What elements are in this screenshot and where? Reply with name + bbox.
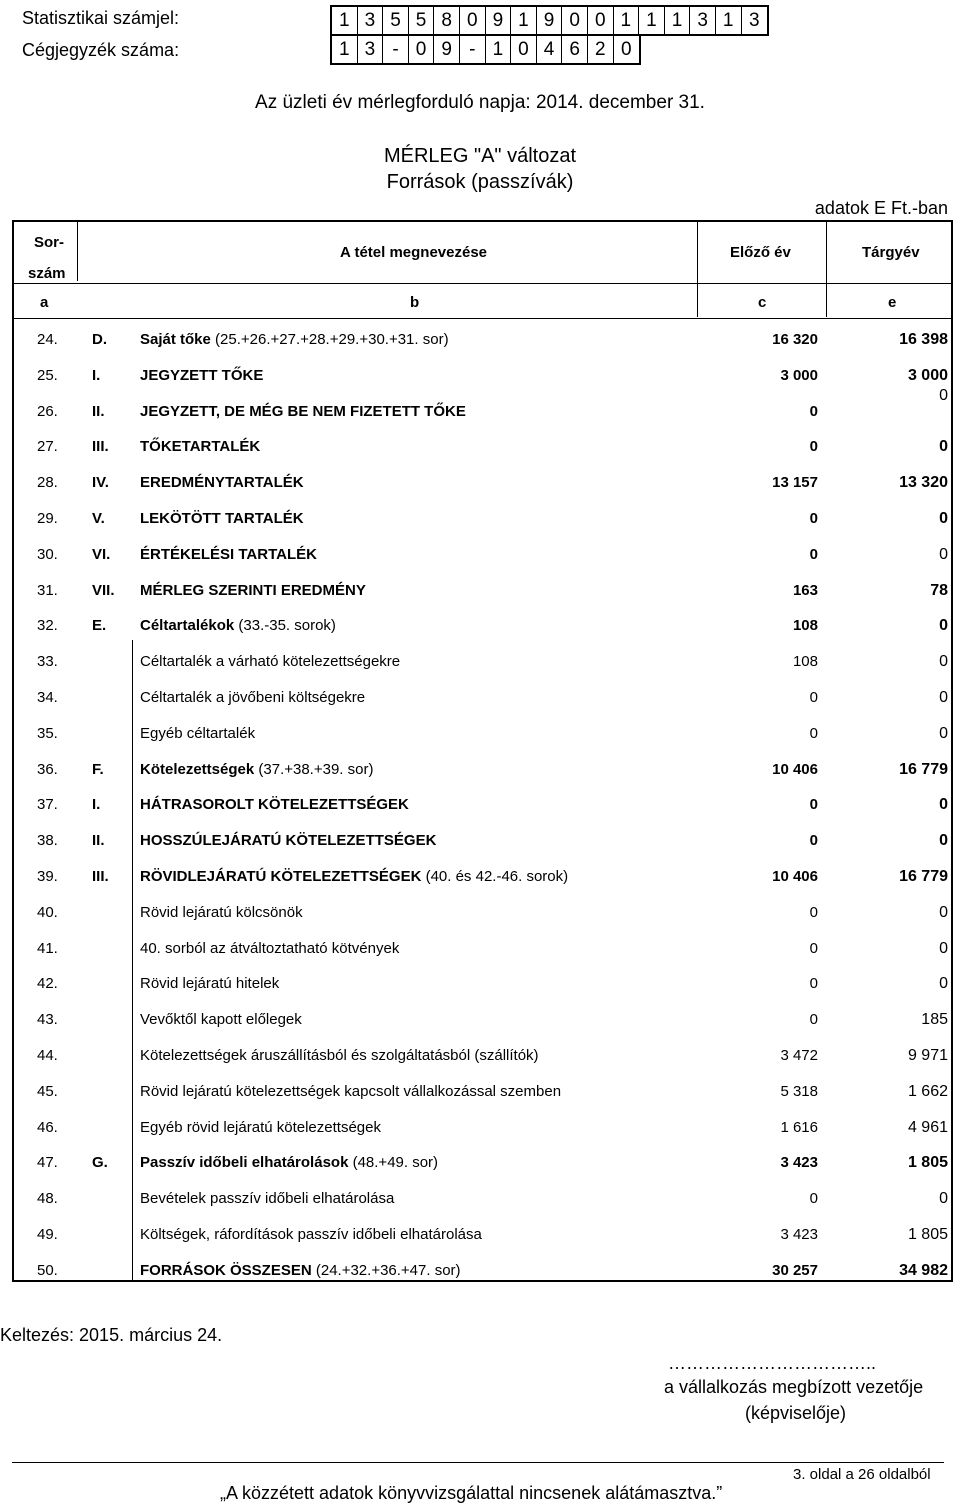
row-label [140,904,303,921]
table-row [0,940,960,976]
table-row [0,689,960,725]
signer-title: a vállalkozás megbízott vezetője [664,1377,924,1397]
current-year-value: 0 [939,724,948,742]
row-label [140,546,317,563]
table-row [0,1119,960,1155]
digit-box: 1 [639,7,665,34]
col-header-prev: Előző év [730,244,791,261]
prev-year-value: 16 320 [772,331,818,348]
table-row [0,331,960,367]
row-number: 27. [37,438,58,456]
digit-box: 1 [665,7,691,34]
row-label-normal: (40. és 42.-46. sorok) [421,868,569,885]
table-row [0,904,960,940]
row-section-code: E. [92,617,107,635]
current-year-value: 4 961 [907,1118,948,1136]
table-row [0,1226,960,1262]
row-number: 25. [37,366,58,384]
row-number: 34. [37,689,58,706]
prev-year-value: 0 [809,724,818,742]
row-label-normal: Rövid lejáratú kötelezettségek kapcsolt vállalkozással szemben [140,1082,562,1100]
col-divider [77,220,78,281]
row-label-normal: Céltartalék a várható kötelezettségekre [140,653,401,671]
row-label [140,438,260,455]
table-row [0,438,960,474]
prev-year-value: 163 [792,581,818,599]
row-label-bold: HOSSZÚLEJÁRATÚ KÖTELEZETTSÉGEK [140,832,437,850]
row-label [140,331,449,348]
current-year-value: 185 [921,1011,948,1029]
row-label [140,617,336,634]
col-letter-e: e [888,294,897,311]
table-row [0,1083,960,1119]
row-label [140,510,304,527]
date-of-signing: Keltezés: 2015. március 24. [0,1325,223,1345]
row-label-bold: Céltartalékok [140,617,235,635]
digit-box: 4 [537,36,563,63]
row-section-code: III. [92,438,109,456]
col-letter-b: b [410,294,420,311]
digit-box: 0 [511,36,537,63]
row-label [140,796,409,813]
row-number: 26. [37,402,58,420]
row-number: 49. [37,1226,58,1243]
table-row [0,367,960,403]
footer-rule [12,1462,944,1463]
row-label-bold: JEGYZETT, DE MÉG BE NEM FIZETETT TŐKE [140,402,466,420]
prev-year-value: 3 423 [780,1154,818,1172]
row-number: 41. [37,939,58,957]
page-title: MÉRLEG "A" változat [383,145,577,167]
current-year-value: 16 398 [899,331,948,348]
digit-box: 5 [409,7,435,34]
table-row [0,796,960,832]
table-row [0,617,960,653]
current-year-value: 0 [939,510,948,527]
row-label [140,975,279,992]
row-label-bold: JEGYZETT TŐKE [140,366,264,384]
units-note: adatok E Ft.-ban [814,198,948,218]
row-label-bold: RÖVIDLEJÁRATÚ KÖTELEZETTSÉGEK [140,868,422,885]
signature-dots: …………………………….. [668,1353,877,1373]
row-section-code: II. [92,832,105,850]
prev-year-value: 10 406 [772,760,818,778]
row-number: 35. [37,724,58,742]
digit-box: 1 [716,7,742,34]
prev-year-value: 0 [809,510,818,527]
col-letter-c: c [758,294,767,311]
table-row [0,653,960,689]
table-row [0,761,960,797]
digit-box: 8 [434,7,460,34]
row-label [140,474,304,491]
row-label-normal: (48.+49. sor) [348,1154,439,1172]
table-row [0,474,960,510]
prev-year-value: 108 [792,653,818,671]
row-number: 43. [37,1011,58,1029]
row-number: 36. [37,760,58,778]
row-section-code: III. [92,868,109,885]
current-year-value: 16 779 [899,760,948,778]
row-label [140,689,365,706]
current-year-value: 16 779 [899,868,948,885]
digit-box: 3 [749,9,760,31]
row-section-code: I. [92,366,101,384]
prev-year-value: 0 [809,975,818,993]
col-divider [697,220,698,317]
row-label [140,940,399,957]
current-year-value: 9 971 [907,1047,948,1064]
header-divider [12,318,953,319]
balance-date: Az üzleti év mérlegforduló napja: 2014. december 31. [255,92,705,113]
row-label-normal: (25.+26.+27.+28.+29.+30.+31. sor) [210,331,449,348]
prev-year-value: 3 472 [780,1047,818,1064]
row-label [140,868,568,885]
table-row [0,1262,960,1298]
table-row [0,546,960,582]
current-year-value: 0 [939,653,948,671]
row-number: 38. [37,832,58,850]
registry-number-boxes [330,36,641,65]
row-number: 47. [37,1154,58,1172]
row-label [140,1083,561,1100]
current-year-value: 13 320 [899,474,948,492]
table-row [0,725,960,761]
row-label [140,1047,539,1064]
row-section-code: D. [92,331,107,348]
row-number: 37. [37,796,58,814]
row-number: 28. [37,474,58,492]
row-label-normal: Bevételek passzív időbeli elhatárolása [140,1190,395,1208]
row-number: 31. [37,581,58,599]
digit-box: 0 [588,7,614,34]
row-number: 39. [37,868,58,885]
digit-box: 6 [562,36,588,63]
prev-year-value: 10 406 [772,868,818,885]
row-label [140,832,436,849]
row-label-bold: HÁTRASOROLT KÖTELEZETTSÉGEK [140,796,409,814]
current-year-value: 3 000 [907,366,948,384]
prev-year-value: 0 [809,438,818,456]
row-number: 32. [37,617,58,635]
row-label-bold: Saját tőke [140,331,211,348]
audit-note: „A közzétett adatok könyvvizsgálattal nincsenek alátámasztva.” [220,1483,723,1503]
row-number: 40. [37,903,58,921]
current-year-value: 1 805 [907,1154,948,1172]
table-row [0,1047,960,1083]
digit-box: 0 [409,36,435,63]
digit-box: 1 [332,36,358,63]
row-label [140,403,466,420]
row-number: 30. [37,545,58,563]
row-label-normal: Rövid lejáratú kölcsönök [140,903,303,921]
row-label [140,653,400,670]
current-year-value: 0 [939,975,948,993]
row-label [140,1190,394,1207]
row-label-bold: TŐKETARTALÉK [140,438,261,456]
row-label-bold: Passzív időbeli elhatárolások [140,1154,349,1172]
prev-year-value: 0 [809,402,818,420]
row-label-normal: Költségek, ráfordítások passzív időbeli elhatárolása [140,1226,482,1243]
row-section-code: IV. [92,474,109,492]
digit-box: 9 [486,7,512,34]
row-label [140,761,373,778]
row-label [140,1262,461,1279]
col-header-cur: Tárgyév [862,244,920,261]
current-year-value: 0 [939,689,948,706]
prev-year-value: 30 257 [772,1261,818,1279]
prev-year-value: 5 318 [780,1082,818,1100]
current-year-value: 1 805 [907,1226,948,1243]
prev-year-value: 3 000 [780,366,818,384]
table-row [0,975,960,1011]
row-label-normal: Céltartalék a jövőbeni költségekre [140,689,366,706]
row-label-normal: (33.-35. sorok) [234,617,336,635]
prev-year-value: 3 423 [780,1226,818,1243]
prev-year-value: 0 [809,832,818,850]
digit-box: 3 [358,36,384,63]
col-divider [826,220,827,317]
row-section-code: VII. [92,581,115,599]
row-section-code: II. [92,402,105,420]
row-label-normal: (37.+38.+39. sor) [254,760,374,778]
signer-subtitle: (képviselője) [745,1403,847,1423]
digit-box: 5 [383,7,409,34]
digit-box: 1 [511,7,537,34]
page-number: 3. oldal a 26 oldalból [793,1466,931,1483]
current-year-value: 1 662 [907,1082,948,1100]
digit-box: - [383,36,409,63]
row-label-normal: Rövid lejáratú hitelek [140,975,280,993]
row-label-bold: FORRÁSOK ÖSSZESEN [140,1261,312,1279]
row-label [140,1011,302,1028]
current-year-value: 0 [939,545,948,563]
digit-box: 3 [690,7,716,34]
row-label-bold: EREDMÉNYTARTALÉK [140,474,304,492]
page-subtitle: Források (passzívák) [386,171,574,193]
table-row [0,1154,960,1190]
prev-year-value: 1 616 [780,1118,818,1136]
prev-year-value: 0 [809,1190,818,1208]
col-letter-a: a [40,294,49,311]
row-label [140,367,263,384]
digit-box: 0 [562,7,588,34]
header-divider [12,283,953,284]
current-year-value: 0 [939,438,948,456]
digit-box: 1 [332,7,358,34]
table-row [0,582,960,618]
row-label [140,1119,381,1136]
row-label-bold: ÉRTÉKELÉSI TARTALÉK [140,545,317,563]
stat-number-label: Statisztikai számjel: [22,8,180,28]
table-row [0,386,960,439]
col-header-szam: szám [28,265,66,282]
row-label-bold: LEKÖTÖTT TARTALÉK [140,510,304,527]
digit-box: 1 [614,7,640,34]
row-number: 33. [37,653,58,671]
row-number: 42. [37,975,58,993]
prev-year-value: 108 [792,617,818,635]
row-label-normal: Vevőktől kapott előlegek [140,1011,302,1029]
row-label-normal: 40. sorból az átváltoztatható kötvények [140,939,400,957]
current-year-value: 0 [939,939,948,957]
current-year-value: 0 [939,386,948,404]
row-label-normal: Egyéb céltartalék [140,724,256,742]
prev-year-value: 0 [809,796,818,814]
prev-year-value: 13 157 [772,474,818,492]
row-label-bold: MÉRLEG SZERINTI EREDMÉNY [140,581,366,599]
current-year-value: 0 [939,903,948,921]
table-row [0,1011,960,1047]
row-number: 48. [37,1190,58,1208]
row-number: 50. [37,1261,58,1279]
registry-number-label: Cégjegyzék száma: [22,40,180,60]
col-header-sor: Sor- [34,234,64,251]
prev-year-value: 0 [809,939,818,957]
row-number: 45. [37,1082,58,1100]
current-year-value: 0 [939,617,948,635]
prev-year-value: 0 [809,545,818,563]
row-label-normal: Kötelezettségek áruszállításból és szolgáltatásból (szállítók) [140,1047,539,1064]
digit-box: 2 [588,36,614,63]
row-label [140,1226,482,1243]
digit-box: 1 [486,36,512,63]
row-label-bold: Kötelezettségek [140,760,255,778]
prev-year-value: 0 [809,903,818,921]
table-row [0,510,960,546]
digit-box: - [460,36,486,63]
prev-year-value: 0 [809,1011,818,1029]
row-label [140,582,366,599]
digit-box: 0 [621,38,632,60]
row-label [140,725,255,742]
digit-box: 9 [537,7,563,34]
current-year-value: 0 [939,832,948,850]
table-row [0,832,960,868]
row-section-code: I. [92,796,101,814]
row-number: 46. [37,1118,58,1136]
row-label-normal: (24.+32.+36.+47. sor) [311,1261,461,1279]
row-label [140,1154,438,1171]
current-year-value: 78 [930,581,948,599]
row-section-code: VI. [92,545,111,563]
table-row [0,868,960,904]
row-section-code: V. [92,510,105,527]
prev-year-value: 0 [809,689,818,706]
digit-box: 9 [434,36,460,63]
current-year-value: 0 [939,1190,948,1208]
row-number: 24. [37,331,58,348]
current-year-value: 34 982 [899,1261,948,1279]
row-number: 29. [37,510,58,527]
digit-box: 0 [460,7,486,34]
row-label-normal: Egyéb rövid lejáratú kötelezettségek [140,1118,381,1136]
digit-box: 3 [358,7,384,34]
table-row [0,1190,960,1226]
row-number: 44. [37,1047,58,1064]
row-section-code: F. [92,760,104,778]
stat-number-boxes [330,5,769,36]
col-header-name: A tétel megnevezése [340,244,488,261]
row-section-code: G. [92,1154,108,1172]
current-year-value: 0 [939,796,948,814]
